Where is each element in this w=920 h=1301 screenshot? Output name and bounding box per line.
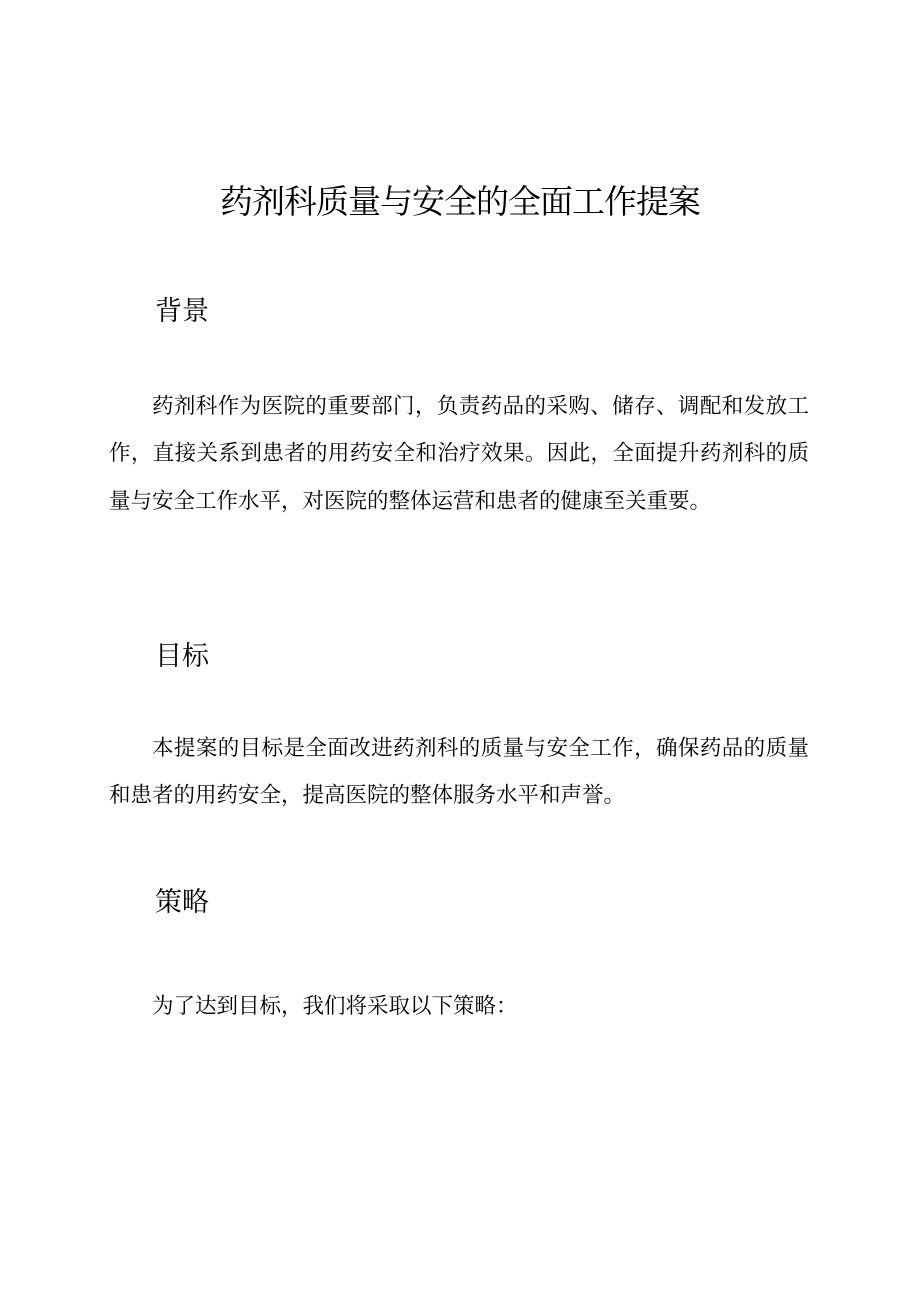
- section-paragraph-strategy: 为了达到目标，我们将采取以下策略：: [152, 994, 518, 1019]
- section-paragraph-goal: 本提案的目标是全面改进药剂科的质量与安全工作，确保药品的质量和患者的用药安全，提高医院的整体服务水平和声誉。: [109, 736, 809, 809]
- document-title: 药剂科质量与安全的全面工作提案: [220, 182, 700, 221]
- section-heading-background: 背景: [155, 296, 209, 327]
- section-paragraph-background: 药剂科作为医院的重要部门，负责药品的采购、储存、调配和发放工作，直接关系到患者的用药安全和治疗效果。因此，全面提升药剂科的质量与安全工作水平，对医院的整体运营和患者的健康至关重要。: [109, 394, 809, 514]
- section-heading-goal: 目标: [155, 641, 209, 672]
- section-heading-strategy: 策略: [155, 887, 209, 918]
